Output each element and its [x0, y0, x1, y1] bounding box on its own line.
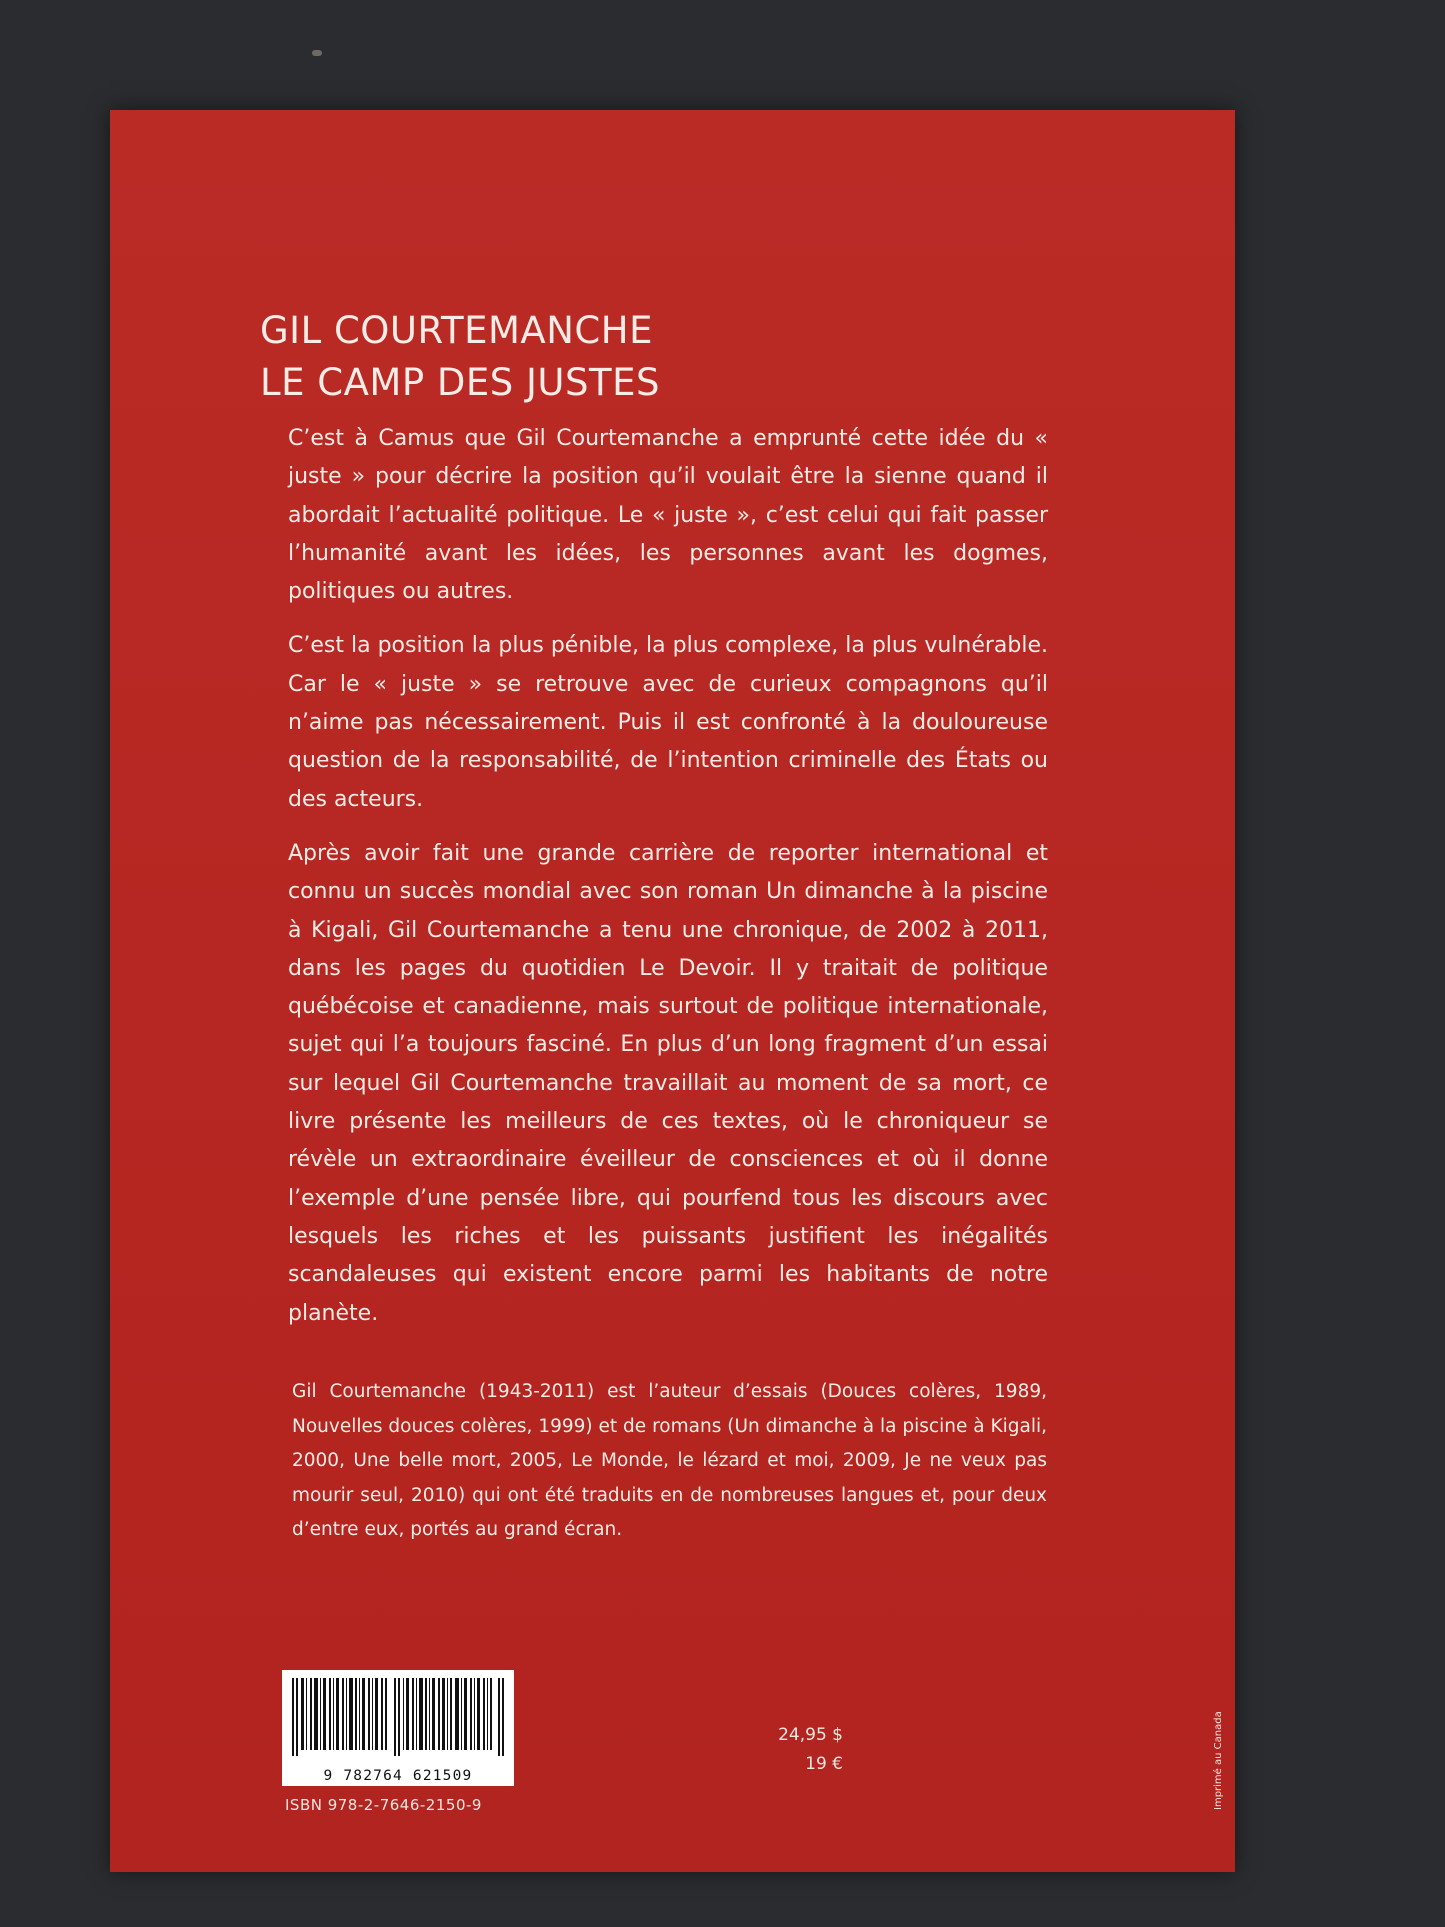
blurb-paragraph-1: C’est à Camus que Gil Courtemanche a emprunté cette idée du « juste » pour décrire la position qu’il voulait être la sienne quand il abordait l’actualité politique. Le « juste », c’est celui qui fait passer l’humanité avant les idées, les personnes avant les dogmes, politiques ou autres. [288, 426, 1048, 605]
isbn: ISBN 978-2-7646-2150-9 [285, 1796, 482, 1814]
title-block [260, 305, 960, 409]
blurb-paragraph-2: C’est la position la plus pénible, la plus complexe, la plus vulnérable. Car le « juste » se retrouve avec de curieux compagnons qu’il n’aime pas nécessairement. Puis il est confronté à la douloureuse question de la responsabilité, de l’intention criminelle des États ou des acteurs. [288, 633, 1048, 812]
debris-speck [312, 50, 322, 56]
author-name: GIL COURTEMANCHE [260, 309, 653, 352]
barcode-bars [292, 1678, 504, 1756]
blurb-paragraph-3: Après avoir fait une grande carrière de reporter international et connu un succès mondial avec son roman Un dimanche à la piscine à Kigali, Gil Courtemanche a tenu une chronique, de 2002 à 2011, dans les pages du quotidien Le Devoir. Il y traitait de politique québécoise et canadienne, mais surtout de politique internationale, sujet qui l’a toujours fasciné. En plus d’un long fragment d’un essai sur lequel Gil Courtemanche travaillait au moment de sa mort, ce livre présente les meilleurs de ces textes, où le chroniqueur se révèle un extraordinaire éveilleur de consciences et où il donne l’exemple d’une pensée libre, qui pourfend tous les discours avec lesquels les riches et les puissants justifient les inégalités scandaleuses qui existent encore parmi les habitants de notre planète. [288, 840, 1048, 1326]
blurb [288, 420, 1048, 1349]
book-title: LE CAMP DES JUSTES [260, 361, 660, 404]
price-eur: 19 € [805, 1754, 843, 1774]
barcode-digits: 9 782764 621509 [323, 1768, 473, 1784]
barcode [282, 1670, 514, 1786]
price-cad: 24,95 $ [778, 1725, 843, 1745]
book-back-cover [110, 110, 1235, 1872]
printed-in-canada-note: Imprimé au Canada [1213, 1711, 1224, 1810]
author-bio: Gil Courtemanche (1943-2011) est l’auteur d’essais (Douces colères, 1989, Nouvelles douces colères, 1999) et de romans (Un dimanche à la piscine à Kigali, 2000, Une belle mort, 2005, Le Monde, le lézard et moi, 2009, Je ne veux pas mourir seul, 2010) qui ont été traduits en de nombreuses langues et, pour deux d’entre eux, portés au grand écran. [292, 1381, 1047, 1540]
